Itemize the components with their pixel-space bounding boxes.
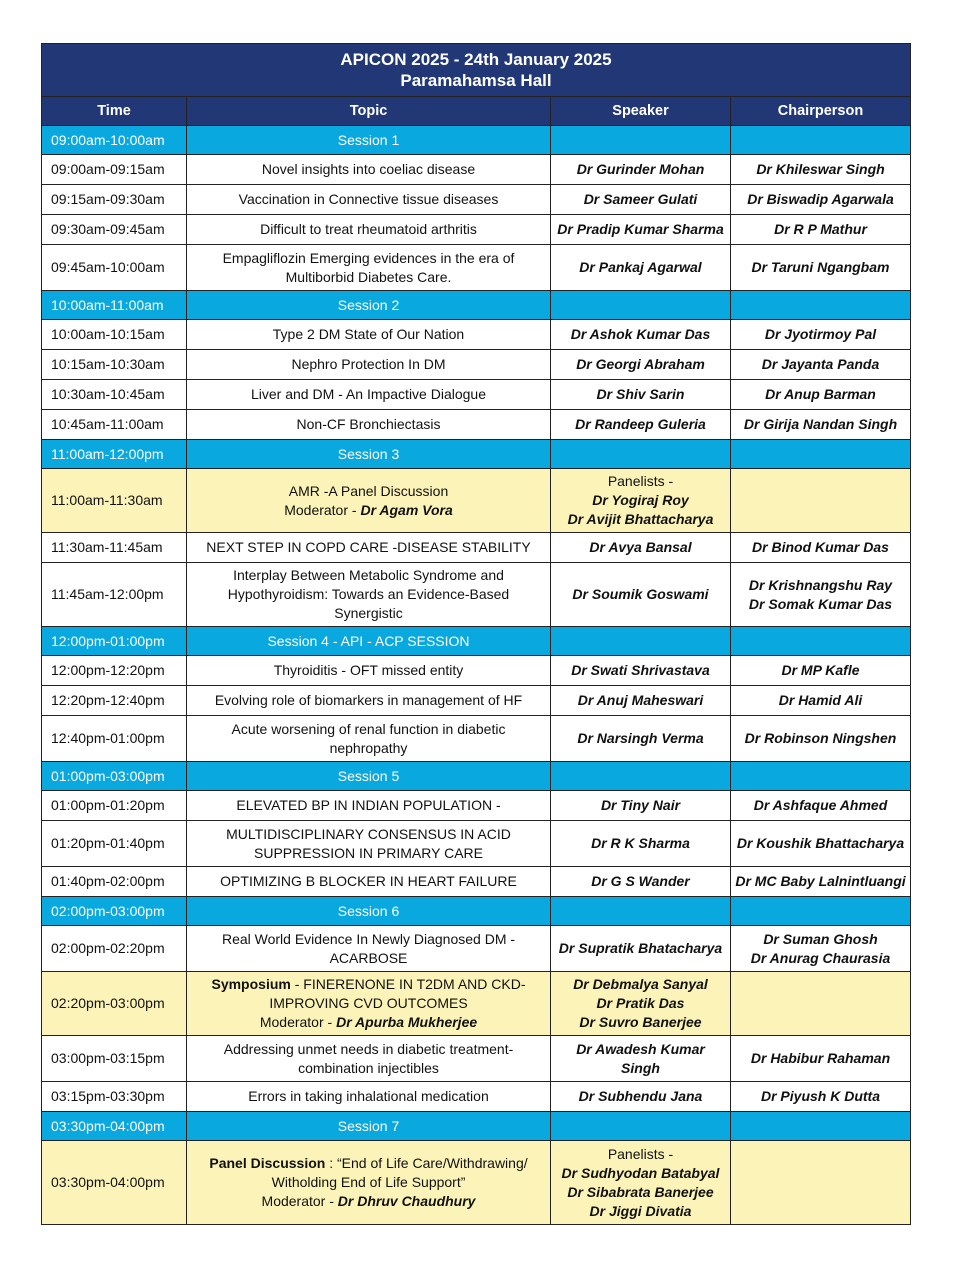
table-row <box>42 320 911 350</box>
row-time: 01:00pm-01:20pm <box>42 791 187 821</box>
topic-line: SUPPRESSION IN PRIMARY CARE <box>254 844 483 861</box>
row-topic: Evolving role of biomarkers in management of HF <box>187 686 551 716</box>
moderator-name: Dr Dhruv Chaudhury <box>337 1193 476 1209</box>
row-topic: Type 2 DM State of Our Nation <box>187 320 551 350</box>
empty-cell <box>551 762 731 791</box>
page-title <box>42 44 911 97</box>
topic-line: Synergistic <box>334 605 403 621</box>
table-row <box>42 350 911 380</box>
row-speaker: Dr Soumik Goswami <box>551 563 731 627</box>
row-time: 09:15am-09:30am <box>42 185 187 215</box>
session-time: 09:00am-10:00am <box>42 126 187 155</box>
row-speaker: Dr R K Sharma <box>551 821 731 867</box>
chair-name: Dr Somak Kumar Das <box>748 595 893 612</box>
row-time: 10:45am-11:00am <box>42 410 187 440</box>
panelist-name: Dr Avijit Bhattacharya <box>567 511 714 527</box>
session-time: 12:00pm-01:00pm <box>42 627 187 656</box>
empty-cell <box>731 291 911 320</box>
row-chair: Dr Ashfaque Ahmed <box>731 791 911 821</box>
session-time: 10:00am-11:00am <box>42 291 187 320</box>
moderator-name: Dr Agam Vora <box>360 501 453 518</box>
row-speaker <box>551 972 731 1036</box>
table-row <box>42 563 911 627</box>
table-row <box>42 533 911 563</box>
moderator-name: Dr Apurba Mukherjee <box>336 1014 478 1030</box>
table-row <box>42 867 911 897</box>
row-chair: Dr Hamid Ali <box>731 686 911 716</box>
row-time: 09:30am-09:45am <box>42 215 187 245</box>
row-speaker: Dr Anuj Maheswari <box>551 686 731 716</box>
chair-header: Chairperson <box>731 97 911 126</box>
row-chair: Dr Binod Kumar Das <box>731 533 911 563</box>
row-time: 11:30am-11:45am <box>42 533 187 563</box>
topic-header: Topic <box>187 97 551 126</box>
row-time: 09:00am-09:15am <box>42 155 187 185</box>
row-topic: OPTIMIZING B BLOCKER IN HEART FAILURE <box>187 867 551 897</box>
row-topic <box>187 1141 551 1225</box>
moderator-label: Moderator - <box>261 1193 338 1209</box>
row-topic: NEXT STEP IN COPD CARE -DISEASE STABILITY <box>187 533 551 563</box>
empty-cell <box>551 440 731 469</box>
empty-cell <box>731 762 911 791</box>
moderator-label: Moderator - <box>284 501 361 518</box>
session-row <box>42 627 911 656</box>
topic-text: : “End of Life Care/Withdrawing/ <box>325 1155 528 1171</box>
topic-line: Hypothyroidism: Towards an Evidence-Based <box>227 586 510 602</box>
row-speaker: Dr Ashok Kumar Das <box>551 320 731 350</box>
topic-line: ACARBOSE <box>329 949 408 966</box>
table-row <box>42 410 911 440</box>
speaker-name: Dr Debmalya Sanyal <box>573 976 708 992</box>
table-row <box>42 185 911 215</box>
chair-name: Dr Suman Ghosh <box>763 930 878 947</box>
topic-line: Real World Evidence In Newly Diagnosed DM - <box>221 930 516 947</box>
row-time: 01:40pm-02:00pm <box>42 867 187 897</box>
row-speaker: Dr Shiv Sarin <box>551 380 731 410</box>
table-row <box>42 716 911 762</box>
topic-line: nephropathy <box>329 739 408 756</box>
empty-cell <box>731 440 911 469</box>
row-time: 12:20pm-12:40pm <box>42 686 187 716</box>
row-chair <box>731 563 911 627</box>
row-topic <box>187 563 551 627</box>
session-label: Session 7 <box>187 1112 551 1141</box>
empty-cell <box>551 1112 731 1141</box>
table-row <box>42 1141 911 1225</box>
session-row <box>42 291 911 320</box>
row-chair: Dr Jayanta Panda <box>731 350 911 380</box>
row-speaker <box>551 1141 731 1225</box>
session-label: Session 3 <box>187 440 551 469</box>
chair-name: Dr Anurag Chaurasia <box>750 949 891 966</box>
row-speaker: Dr Sameer Gulati <box>551 185 731 215</box>
row-chair: Dr Biswadip Agarwala <box>731 185 911 215</box>
row-chair: Dr Robinson Ningshen <box>731 716 911 762</box>
speaker-name: Dr Pratik Das <box>596 995 685 1011</box>
row-time: 03:15pm-03:30pm <box>42 1082 187 1112</box>
empty-cell <box>731 627 911 656</box>
schedule-table <box>41 43 911 1225</box>
empty-cell <box>731 1112 911 1141</box>
row-topic <box>187 926 551 972</box>
row-chair <box>731 926 911 972</box>
moderator-label: Moderator - <box>259 1014 337 1030</box>
empty-cell <box>551 291 731 320</box>
empty-cell <box>551 627 731 656</box>
row-time: 03:00pm-03:15pm <box>42 1036 187 1082</box>
table-row <box>42 155 911 185</box>
panelist-name: Dr Sudhyodan Batabyal <box>561 1164 720 1181</box>
topic-line: Acute worsening of renal function in diabetic <box>231 720 506 737</box>
row-topic: Liver and DM - An Impactive Dialogue <box>187 380 551 410</box>
row-speaker: Dr Subhendu Jana <box>551 1082 731 1112</box>
row-chair: Dr MP Kafle <box>731 656 911 686</box>
row-topic: Errors in taking inhalational medication <box>187 1082 551 1112</box>
moderator-line <box>191 1192 546 1211</box>
row-chair: Dr Koushik Bhattacharya <box>731 821 911 867</box>
table-row <box>42 656 911 686</box>
table-row <box>42 1082 911 1112</box>
panelist-name: Dr Jiggi Divatia <box>589 1202 692 1219</box>
topic-line: Interplay Between Metabolic Syndrome and <box>233 567 504 583</box>
topic-line <box>191 1154 546 1173</box>
moderator-line <box>191 1013 546 1032</box>
session-time: 03:30pm-04:00pm <box>42 1112 187 1141</box>
row-time: 02:00pm-02:20pm <box>42 926 187 972</box>
row-time: 02:20pm-03:00pm <box>42 972 187 1036</box>
empty-cell <box>551 126 731 155</box>
row-chair: Dr Jyotirmoy Pal <box>731 320 911 350</box>
session-time: 01:00pm-03:00pm <box>42 762 187 791</box>
row-time: 10:15am-10:30am <box>42 350 187 380</box>
topic-line: Witholding End of Life Support” <box>271 1174 466 1190</box>
row-topic: Difficult to treat rheumatoid arthritis <box>187 215 551 245</box>
session-time: 02:00pm-03:00pm <box>42 897 187 926</box>
table-row <box>42 469 911 533</box>
topic-line: Empagliflozin Emerging evidences in the era of <box>222 249 515 266</box>
empty-cell <box>731 469 911 533</box>
symposium-label: Symposium <box>211 976 291 992</box>
row-time: 12:40pm-01:00pm <box>42 716 187 762</box>
row-chair: Dr MC Baby Lalnintluangi <box>731 867 911 897</box>
table-row <box>42 215 911 245</box>
event-title: APICON 2025 - 24th January 2025 <box>340 50 612 69</box>
row-chair: Dr Habibur Rahaman <box>731 1036 911 1082</box>
row-time: 10:00am-10:15am <box>42 320 187 350</box>
empty-cell <box>731 897 911 926</box>
row-speaker: Dr Supratik Bhatacharya <box>551 926 731 972</box>
row-chair: Dr Piyush K Dutta <box>731 1082 911 1112</box>
table-row <box>42 791 911 821</box>
row-speaker: Dr Randeep Guleria <box>551 410 731 440</box>
session-label: Session 6 <box>187 897 551 926</box>
row-chair: Dr Taruni Ngangbam <box>731 245 911 291</box>
topic-line: Addressing unmet needs in diabetic treatment- <box>223 1040 514 1057</box>
row-topic: Nephro Protection In DM <box>187 350 551 380</box>
panelists-label: Panelists - <box>607 1145 674 1162</box>
empty-cell <box>551 897 731 926</box>
session-label: Session 2 <box>187 291 551 320</box>
topic-line: MULTIDISCIPLINARY CONSENSUS IN ACID <box>226 825 511 842</box>
row-time: 01:20pm-01:40pm <box>42 821 187 867</box>
hall-name: Paramahamsa Hall <box>400 71 552 90</box>
table-row <box>42 1036 911 1082</box>
topic-line: Multiborbid Diabetes Care. <box>285 268 452 285</box>
session-row <box>42 126 911 155</box>
speaker-name: Dr Suvro Banerjee <box>579 1014 702 1030</box>
empty-cell <box>731 972 911 1036</box>
session-row <box>42 762 911 791</box>
row-chair: Dr Anup Barman <box>731 380 911 410</box>
row-time: 10:30am-10:45am <box>42 380 187 410</box>
topic-text: - FINERENONE IN T2DM AND CKD- <box>290 976 526 992</box>
row-topic: Thyroiditis - OFT missed entity <box>187 656 551 686</box>
row-topic: Vaccination in Connective tissue diseases <box>187 185 551 215</box>
title-row <box>42 44 911 97</box>
row-topic <box>187 716 551 762</box>
moderator-line <box>191 501 546 520</box>
row-speaker: Dr Tiny Nair <box>551 791 731 821</box>
empty-cell <box>731 1141 911 1225</box>
row-topic <box>187 1036 551 1082</box>
row-speaker: Dr Pankaj Agarwal <box>551 245 731 291</box>
session-label: Session 1 <box>187 126 551 155</box>
session-row <box>42 440 911 469</box>
table-row <box>42 245 911 291</box>
row-topic: ELEVATED BP IN INDIAN POPULATION - <box>187 791 551 821</box>
row-chair: Dr Girija Nandan Singh <box>731 410 911 440</box>
panelists-label: Panelists - <box>607 473 674 489</box>
panel-discussion-label: Panel Discussion <box>209 1155 326 1171</box>
table-row <box>42 821 911 867</box>
row-topic <box>187 821 551 867</box>
panelist-name: Dr Yogiraj Roy <box>592 492 689 508</box>
row-speaker: Dr Swati Shrivastava <box>551 656 731 686</box>
row-speaker: Dr Avya Bansal <box>551 533 731 563</box>
row-topic: Non-CF Bronchiectasis <box>187 410 551 440</box>
empty-cell <box>731 126 911 155</box>
column-header-row <box>42 97 911 126</box>
row-topic <box>187 972 551 1036</box>
table-row <box>42 926 911 972</box>
row-chair: Dr R P Mathur <box>731 215 911 245</box>
row-speaker: Dr G S Wander <box>551 867 731 897</box>
row-time: 09:45am-10:00am <box>42 245 187 291</box>
session-row <box>42 897 911 926</box>
row-speaker <box>551 469 731 533</box>
row-speaker: Dr Gurinder Mohan <box>551 155 731 185</box>
row-time: 03:30pm-04:00pm <box>42 1141 187 1225</box>
row-speaker: Dr Narsingh Verma <box>551 716 731 762</box>
speaker-header: Speaker <box>551 97 731 126</box>
time-header: Time <box>42 97 187 126</box>
row-time: 11:00am-11:30am <box>42 469 187 533</box>
row-time: 12:00pm-12:20pm <box>42 656 187 686</box>
session-time: 11:00am-12:00pm <box>42 440 187 469</box>
chair-name: Dr Krishnangshu Ray <box>748 576 893 593</box>
table-row <box>42 972 911 1036</box>
row-speaker: Dr Georgi Abraham <box>551 350 731 380</box>
topic-line: IMPROVING CVD OUTCOMES <box>269 995 468 1011</box>
session-label: Session 4 - API - ACP SESSION <box>187 627 551 656</box>
table-row <box>42 380 911 410</box>
table-row <box>42 686 911 716</box>
session-row <box>42 1112 911 1141</box>
topic-line <box>191 975 546 994</box>
row-time: 11:45am-12:00pm <box>42 563 187 627</box>
topic-line: combination injectibles <box>298 1059 439 1076</box>
row-topic <box>187 245 551 291</box>
session-label: Session 5 <box>187 762 551 791</box>
panelist-name: Dr Sibabrata Banerjee <box>567 1183 714 1200</box>
row-speaker: Dr Awadesh Kumar Singh <box>551 1036 731 1082</box>
row-topic <box>187 469 551 533</box>
row-topic: Novel insights into coeliac disease <box>187 155 551 185</box>
row-speaker: Dr Pradip Kumar Sharma <box>551 215 731 245</box>
row-chair: Dr Khileswar Singh <box>731 155 911 185</box>
topic-line: AMR -A Panel Discussion <box>288 482 449 499</box>
